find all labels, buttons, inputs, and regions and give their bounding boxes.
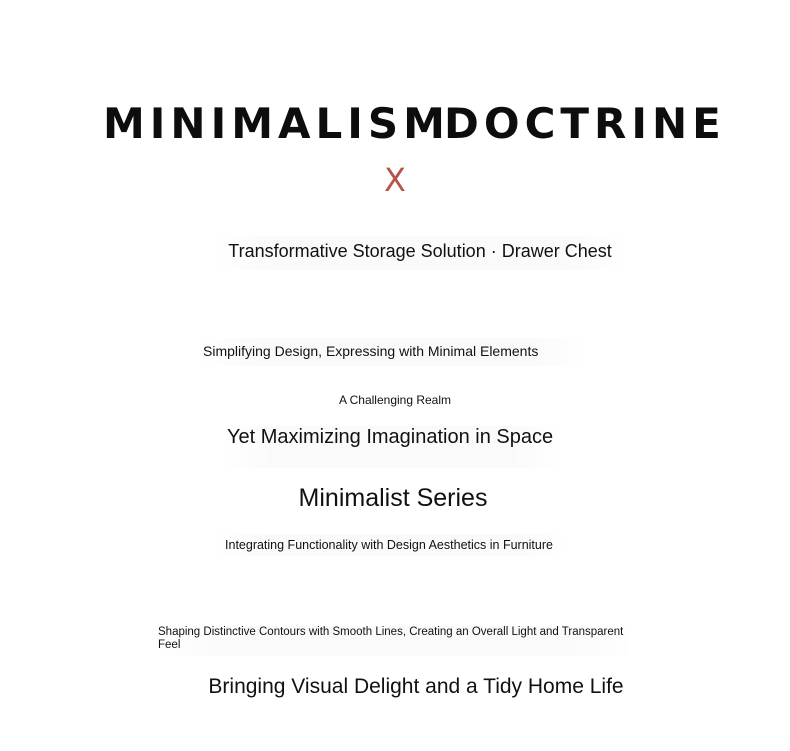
cross-mark: X — [384, 161, 406, 199]
product-subtitle: Transformative Storage Solution · Drawer Chest — [212, 236, 628, 270]
tagline-visual-delight: Bringing Visual Delight and a Tidy Home Life — [208, 675, 624, 698]
hero-title-minimalism: MINIMALISM — [103, 99, 450, 148]
tagline-maximizing-imagination: Yet Maximizing Imagination in Space — [222, 426, 562, 468]
tagline-challenging-realm: A Challenging Realm — [338, 393, 452, 407]
hero-title-doctrine: DOCTRINE — [444, 99, 726, 148]
tagline-integrating-functionality: Integrating Functionality with Design Aesthetics in Furniture — [210, 534, 568, 556]
series-heading: Minimalist Series — [298, 484, 488, 512]
tagline-shaping-contours: Shaping Distinctive Contours with Smooth Lines, Creating an Overall Light and Transparent Feel — [153, 626, 635, 656]
tagline-simplifying: Simplifying Design, Expressing with Minimal Elements — [198, 338, 590, 366]
